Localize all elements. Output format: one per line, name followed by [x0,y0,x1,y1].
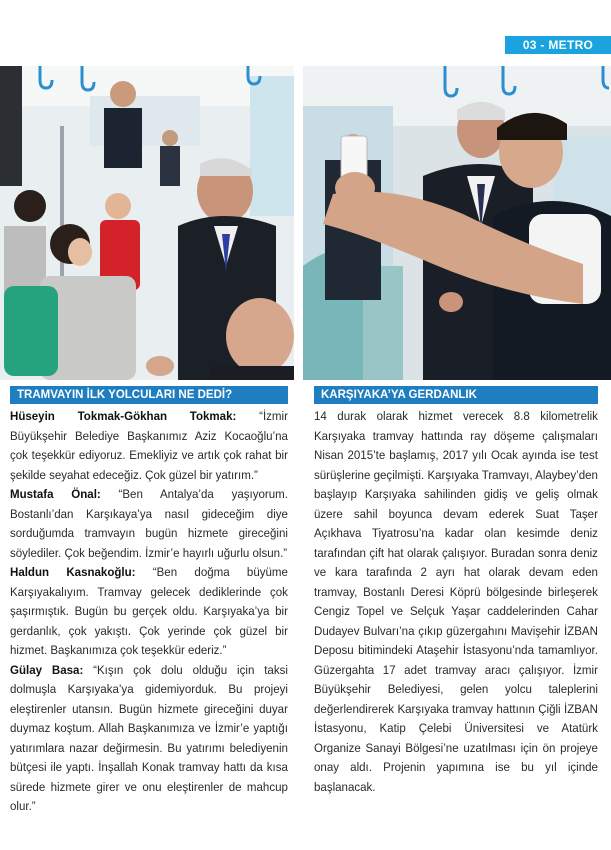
quote-text: “İzmir Büyükşehir Belediye Başkanımız Aziz Kocaoğlu’na çok teşekkür ediyoruz. Emekliyiz ve artık çok rahat bir şekilde seyahat edeceğiz. Çok güzel bir yatırım.” [10,409,288,482]
photo-tram-interior-passengers [0,66,294,380]
photo-tram-selfie [303,66,611,380]
karsiyaka-article [314,407,598,797]
quote-speaker: Haldun Kasnakoğlu: [10,565,136,579]
quote-text: “Ben doğma büyüme Karşıyakalıyım. Tramvay gelecek dediklerinde çok şaşırmıştık. Bugün bu gerçek oldu. Karşıyaka’ya bir gerdanlık, çok yakıştı. Çok yerinde çok güzel bir hizmet. Başkanımıza çok teşekkür ederiz.” [10,565,288,657]
first-passengers-quotes [10,407,288,817]
first-passengers-column [10,386,288,817]
quote-speaker: Mustafa Önal: [10,487,101,501]
quote-text: “Kışın çok dolu olduğu için taksi dolmuşla Karşıyaka’ya gidemiyorduk. Bu projeyi eleştirenler utansın. Bugün hizmete gireceğini duyar duymaz koştum. Allah Başkanımıza ve İzmir’e yaptığı yatırımlara nazar değirmesin. Bu yatırımı belediyenin bütçesi ile yaptı. İnşallah Konak tramvay hattı da kısa sürede hizmete girer ve onu eleştirenler de mahcup olur.” [10,662,288,813]
karsiyaka-column [314,386,598,797]
quote-paragraph [10,661,288,817]
karsiyaka-heading: KARŞIYAKA’YA GERDANLIK [314,386,598,404]
quote-paragraph [10,407,288,485]
quote-paragraph [10,485,288,563]
quote-text: “Ben Antalya’da yaşıyorum. Bostanlı’dan Karşıkaya’ya nasıl gideceğim diye sorduğumda tramvayın bugün hizmete gireceğini söylediler. Çok beğendim. İzmir’e hayırlı uğurlu olsun.” [10,487,288,560]
first-passengers-heading: TRAMVAYIN İLK YOLCULARI NE DEDİ? [10,386,288,404]
quote-paragraph [10,563,288,661]
section-tag: 03 - METRO [505,36,611,54]
quote-speaker: Hüseyin Tokmak-Gökhan Tokmak: [10,409,237,423]
article-paragraph: 14 durak olarak hizmet verecek 8.8 kilometrelik Karşıyaka tramvay hattında ray döşeme çalışmaları Nisan 2015’te başlamış, 2017 yılı Ocak ayında ise test sürüşlerine geçilmişti. Karşıyaka Tramvayı, Alaybey’den başlayıp Karşıyaka sahilinden gidiş ve geliş olmak üzere sahil boyunca devam ederek Suat Taşer Açıkhava Tiyatrosu’na kadar olan kesimde deniz tarafından çift hat olarak çalışıyor. Buradan sonra deniz ve kara tarafında 2 ayrı hat olarak devam eden tramvay, Bostanlı Deresi Köprü bölgesinde birleşerek Cengiz Topel ve Selçuk Yaşar caddelerinden Cahar Dudayev Bulvarı’na çıkıp güzergahını Mavişehir İZBAN Deposu bitimindeki Ataşehir İstasyonu’nda tamamlıyor. Güzergahta 17 adet tramvay aracı çalışıyor. İzmir Büyükşehir Belediyesi, gelen yolcu taleplerini değerlendirerek Karşıyaka tramvay hattının Çiğli İZBAN İstasyonu, Katip Çelebi Üniversitesi ve Atatürk Organize Sanayi Bölgesi’ne uzatılması için ön projeye onay aldı. Projenin yapımına ise bu yıl içinde başlanacak. [314,409,598,794]
quote-speaker: Gülay Basa: [10,662,84,677]
